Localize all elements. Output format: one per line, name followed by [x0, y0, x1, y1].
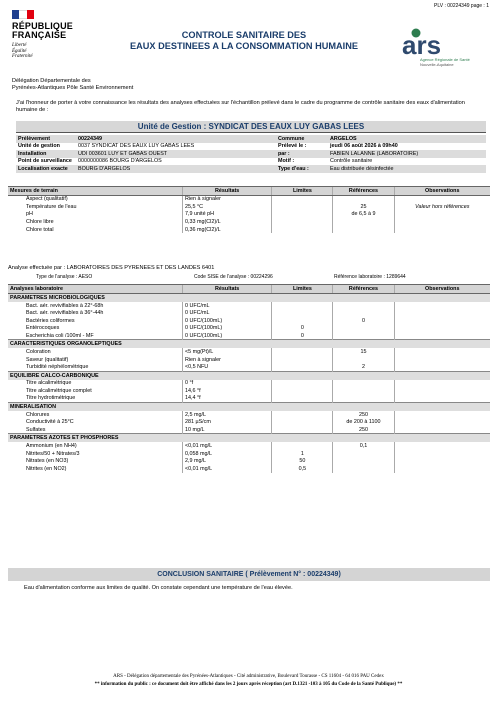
info-value: UDI 003601 LUY ET GABAS OUEST [76, 150, 276, 158]
param-reference: de 200 à 1100 [333, 419, 394, 427]
footer-notice: ** information du public : ce document doit être affiché dans les 2 jours après réception (art D.1321 -103 à 105 du Code de la Santé Publique) ** [94, 682, 403, 687]
param-limit [272, 411, 333, 419]
column-header: Limites [272, 285, 333, 294]
column-header: Résultats [182, 285, 271, 294]
column-header: Observations [394, 285, 490, 294]
param-name: Nitrites (en NO2) [26, 465, 67, 472]
param-reference: 0 [333, 317, 394, 325]
column-header: Résultats [182, 187, 271, 196]
table-row [8, 302, 490, 310]
param-reference [333, 226, 394, 234]
republique-motto: Liberté Égalité Fraternité [12, 43, 33, 59]
table-row [8, 465, 490, 473]
param-reference [333, 465, 394, 473]
sample-info-table [16, 135, 486, 173]
info-key: Prélèvement [16, 135, 76, 143]
column-header: Mesures de terrain [8, 187, 182, 196]
ars-logo-text: ars [402, 30, 442, 60]
section-title: EQUILIBRE CALCO-CARBONIQUE [8, 371, 490, 380]
lab-reference: Référence laboratoire : 1289644 [334, 274, 406, 280]
analysis-type: Type de l'analyse : AESO [36, 274, 93, 280]
param-limit: 0 [272, 332, 333, 340]
param-limit [272, 203, 333, 211]
param-reference: de 6,5 à 9 [333, 211, 394, 219]
info-value: 00224349 [76, 135, 276, 143]
table-row [8, 395, 490, 403]
param-result: 25,5 °C [182, 203, 271, 211]
table-row [8, 226, 490, 234]
param-name: Titre hydrotimétrique [26, 395, 76, 402]
param-result: 281 µS/cm [182, 419, 271, 427]
param-result: Rien à signaler [182, 356, 271, 364]
info-row [16, 135, 486, 143]
param-result: 2,9 mg/L [182, 458, 271, 466]
section-header [8, 403, 490, 412]
param-name: Escherichia coli /100ml - MF [26, 332, 94, 339]
info-key: Motif : [278, 158, 295, 165]
param-observation [394, 426, 490, 434]
param-result: 0 UFC/mL [182, 310, 271, 318]
table-row [8, 310, 490, 318]
column-header: Observations [394, 187, 490, 196]
table-row [8, 387, 490, 395]
param-result: 0,33 mg(Cl2)/L [182, 218, 271, 226]
param-result: <0,01 mg/L [182, 465, 271, 473]
info-row [16, 150, 486, 158]
param-reference [333, 310, 394, 318]
document-title: CONTROLE SANITAIRE DES EAUX DESTINEES A LA CONSOMMATION HUMAINE [130, 30, 358, 51]
table-row [8, 458, 490, 466]
param-name: Chlore total [26, 226, 54, 233]
param-limit [272, 364, 333, 372]
param-observation [394, 218, 490, 226]
table-row [8, 356, 490, 364]
table-row [8, 332, 490, 340]
section-title: PARAMETRES AZOTES ET PHOSPHORES [8, 434, 490, 443]
param-result: 0 UFC/(100mL) [182, 325, 271, 333]
lab-analyses-table [8, 284, 490, 473]
section-header [8, 294, 490, 303]
param-result: 14,4 °f [182, 395, 271, 403]
param-name: Chlorures [26, 411, 50, 418]
param-name: Bactéries coliformes [26, 317, 75, 324]
param-observation [394, 395, 490, 403]
param-reference [333, 380, 394, 388]
param-name: Sulfates [26, 426, 46, 433]
param-limit [272, 302, 333, 310]
param-reference: 0,1 [333, 442, 394, 450]
param-limit [272, 356, 333, 364]
param-limit [272, 317, 333, 325]
param-result: 14,6 °f [182, 387, 271, 395]
param-result: 7,9 unité pH [182, 211, 271, 219]
info-value: 0000000086 BOURG D'ARGELOS [78, 158, 162, 165]
param-result: 0 UFC/(100mL) [182, 317, 271, 325]
param-observation [394, 325, 490, 333]
param-observation [394, 419, 490, 427]
param-reference [333, 218, 394, 226]
info-row [16, 165, 486, 173]
param-reference [333, 356, 394, 364]
table-row [8, 203, 490, 211]
param-observation [394, 411, 490, 419]
param-limit: 50 [272, 458, 333, 466]
param-result: 0,36 mg(Cl2)/L [182, 226, 271, 234]
param-result: <5 mg(Pt)/L [182, 348, 271, 356]
param-limit [272, 387, 333, 395]
table-row [8, 325, 490, 333]
unite-gestion-title: Unité de Gestion : SYNDICAT DES EAUX LUY GABAS LEES [16, 121, 486, 133]
param-name: pH [26, 211, 33, 218]
param-limit [272, 380, 333, 388]
param-result: <0,5 NFU [182, 364, 271, 372]
info-key: Type d'eau : [276, 165, 328, 173]
param-observation [394, 364, 490, 372]
info-value: BOURG D'ARGELOS [76, 165, 276, 173]
param-reference [333, 196, 394, 204]
param-reference: 250 [333, 426, 394, 434]
column-header: Limites [272, 187, 333, 196]
param-limit [272, 226, 333, 234]
table-row [8, 380, 490, 388]
param-name: Saveur (qualitatif) [26, 356, 69, 363]
param-observation [394, 465, 490, 473]
info-key: Prélevé le : [278, 143, 307, 150]
param-reference: 15 [333, 348, 394, 356]
info-key: Unité de gestion [18, 143, 60, 150]
param-result: 2,5 mg/L [182, 411, 271, 419]
param-observation [394, 380, 490, 388]
param-name: Nitrates (en NO3) [26, 458, 69, 465]
intro-text: J'ai l'honneur de porter à votre connaissance les résultats des analyses effectuées sur l'échantillon prélevé dans le cadre du programme de contrôle sanitaire des eaux d'alimentation humaine de : [16, 100, 465, 113]
table-header [8, 187, 490, 196]
param-name: Titre alcalimétrique complet [26, 388, 92, 395]
param-result: Rien à signaler [182, 196, 271, 204]
section-title: CARACTERISTIQUES ORGANOLEPTIQUES [8, 340, 490, 349]
table-row [8, 211, 490, 219]
table-row [8, 196, 490, 204]
table-row [8, 364, 490, 372]
table-row [8, 450, 490, 458]
param-reference: 2 [333, 364, 394, 372]
param-limit: 1 [272, 450, 333, 458]
param-result: 0 UFC/mL [182, 302, 271, 310]
param-limit [272, 419, 333, 427]
info-value: Contrôle sanitaire [330, 158, 373, 165]
param-limit [272, 395, 333, 403]
param-name: Aspect (qualitatif) [26, 196, 68, 203]
flag-icon [12, 10, 34, 19]
delegation-address: Délégation Départementale des Pyrénées-Atlantiques Pôle Santé Environnement [12, 78, 134, 91]
table-row [8, 317, 490, 325]
info-key: Installation [16, 150, 76, 158]
info-value: ARGELOS [328, 135, 486, 143]
param-observation [394, 442, 490, 450]
param-name: Turbidité néphélométrique [26, 364, 89, 371]
info-row [16, 158, 486, 166]
param-observation [394, 348, 490, 356]
param-limit [272, 310, 333, 318]
param-observation: Valeur hors références [394, 203, 490, 211]
param-name: Entérocoques [26, 325, 60, 332]
param-limit [272, 442, 333, 450]
param-name: Ammonium (en NH4) [26, 443, 77, 449]
param-limit [272, 426, 333, 434]
param-reference [333, 302, 394, 310]
param-observation [394, 356, 490, 364]
param-reference [333, 458, 394, 466]
param-result: 10 mg/L [182, 426, 271, 434]
analysis-sise-code: Code SISE de l'analyse : 00224296 [194, 274, 273, 280]
table-row [8, 419, 490, 427]
param-observation [394, 332, 490, 340]
table-row [8, 426, 490, 434]
param-name: Nitrites/50 + Nitrates/3 [26, 450, 80, 457]
param-reference [333, 450, 394, 458]
column-header: Références [333, 285, 394, 294]
param-reference: 250 [333, 411, 394, 419]
param-name: Bact. aér. revivifiables à 36°-44h [26, 310, 104, 317]
param-result: 0,058 mg/L [182, 450, 271, 458]
param-observation [394, 317, 490, 325]
info-value: Eau distribuée désinfectée [328, 165, 486, 173]
info-key: Point de surveillance [18, 158, 72, 165]
conclusion-text: Eau d'alimentation conforme aux limites de qualité. On constate cependant une température de l'eau élevée. [24, 585, 293, 591]
section-title: MINERALISATION [8, 403, 490, 412]
param-reference [333, 325, 394, 333]
param-observation [394, 387, 490, 395]
republique-logo: RÉPUBLIQUE FRANÇAISE [12, 21, 74, 41]
param-name: Chlore libre [26, 218, 54, 225]
table-row [8, 411, 490, 419]
param-name: Bact. aér. revivifiables à 22°-68h [26, 302, 104, 309]
info-row [16, 143, 486, 151]
param-reference [333, 395, 394, 403]
param-reference [333, 387, 394, 395]
conclusion-title: CONCLUSION SANITAIRE ( Prélèvement N° : 00224349) [8, 568, 490, 581]
field-measures-table [8, 186, 490, 233]
section-title: PARAMETRES MICROBIOLOGIQUES [8, 294, 490, 303]
param-name: Titre alcalimétrique [26, 380, 72, 387]
param-result: 0 °f [182, 380, 271, 388]
param-limit [272, 211, 333, 219]
param-reference: 25 [333, 203, 394, 211]
info-key: Localisation exacte [16, 165, 76, 173]
param-observation [394, 450, 490, 458]
param-observation [394, 302, 490, 310]
column-header: Analyses laboratoire [8, 285, 182, 294]
ars-logo [398, 20, 488, 68]
ars-logo-sub2: Nouvelle-Aquitaine [420, 62, 454, 67]
section-header [8, 371, 490, 380]
footer-address: ARS - Délégation départementale des Pyrénées-Atlantiques - Cité administrative, Boulevard Tourasse - CS 11604 - 64 016 PAU Cedex [113, 674, 384, 679]
param-observation [394, 458, 490, 466]
param-result: 0 UFC/(100mL) [182, 332, 271, 340]
lab-performed-by: Analyse effectuée par : LABORATOIRES DES PYRENEES ET DES LANDES 6401 [8, 265, 215, 271]
table-row [8, 348, 490, 356]
plv-label: PLV : 00224349 page : 1 [434, 3, 489, 9]
info-value: jeudi 06 août 2026 à 09h40 [330, 143, 398, 150]
info-value: FABIEN LALANNE (LABORATOIRE) [328, 150, 486, 158]
param-observation [394, 226, 490, 234]
param-result: <0,01 mg/L [182, 442, 271, 450]
param-observation [394, 211, 490, 219]
table-row [8, 218, 490, 226]
param-limit [272, 348, 333, 356]
info-value: 0037 SYNDICAT DES EAUX LUY GABAS LEES [78, 143, 195, 150]
info-key: par : [276, 150, 328, 158]
section-header [8, 340, 490, 349]
param-reference [333, 332, 394, 340]
table-row [8, 442, 490, 450]
ars-logo-sub1: Agence Régionale de Santé [420, 57, 470, 62]
param-limit: 0,5 [272, 465, 333, 473]
info-key: Commune [276, 135, 328, 143]
param-name: Conductivité à 25°C [26, 419, 74, 426]
column-header: Références [333, 187, 394, 196]
section-header [8, 434, 490, 443]
param-limit [272, 196, 333, 204]
param-observation [394, 196, 490, 204]
table-header [8, 285, 490, 294]
param-name: Coloration [26, 349, 51, 356]
param-name: Température de l'eau [26, 203, 77, 210]
param-limit: 0 [272, 325, 333, 333]
param-observation [394, 310, 490, 318]
param-limit [272, 218, 333, 226]
